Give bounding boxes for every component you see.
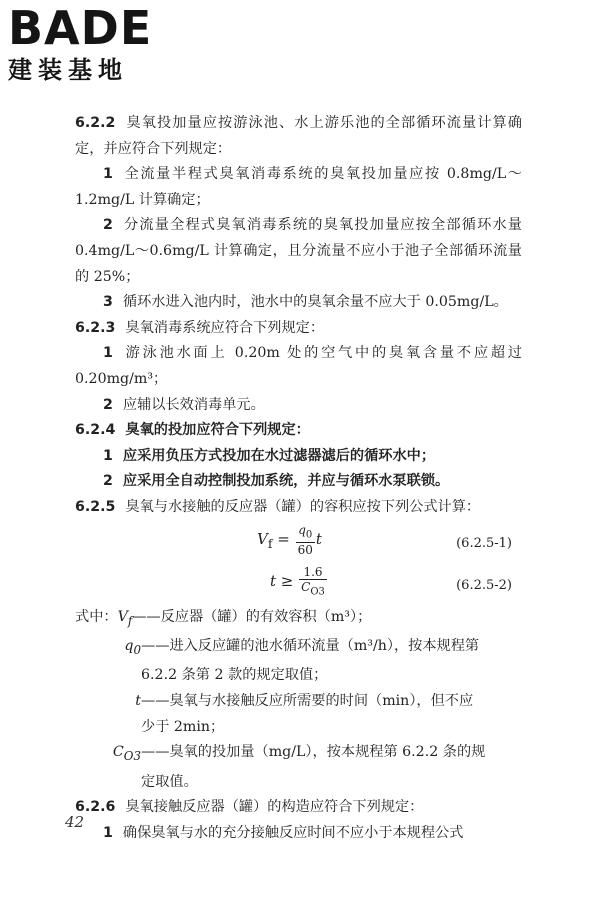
formula-number: (6.2.5-1) bbox=[456, 535, 512, 551]
clause-number: 6.2.5 bbox=[75, 498, 116, 515]
fraction-numerator: 1.6 bbox=[299, 565, 327, 580]
clause-6-2-2 bbox=[75, 111, 522, 162]
symbol bbox=[75, 740, 141, 769]
definition-row bbox=[75, 740, 522, 769]
formula-operator: = bbox=[272, 529, 295, 548]
symbol-letter: C bbox=[112, 744, 124, 761]
clause-6-2-3 bbox=[75, 316, 522, 342]
formula-expression bbox=[257, 523, 322, 557]
symbol-definitions bbox=[75, 605, 522, 796]
list-item bbox=[75, 469, 522, 495]
definition-row bbox=[75, 634, 522, 663]
list-item bbox=[75, 290, 522, 316]
clause-text: 臭氧投加量应按游泳池、水上游乐池的全部循环流量计算确定，并应符合下列规定： bbox=[75, 115, 522, 157]
item-text: 应采用负压方式投加在水过滤器滤后的循环水中； bbox=[122, 447, 436, 464]
item-number: 2 bbox=[103, 217, 113, 234]
clause-text: 臭氧与水接触的反应器（罐）的容积应按下列公式计算： bbox=[125, 498, 481, 515]
where-label: 式中： bbox=[75, 608, 118, 625]
clause-number: 6.2.4 bbox=[75, 422, 116, 439]
symbol: t bbox=[135, 692, 141, 709]
clause-number: 6.2.3 bbox=[75, 319, 116, 336]
item-number: 2 bbox=[103, 396, 113, 413]
item-number: 1 bbox=[103, 447, 113, 464]
symbol bbox=[118, 605, 133, 634]
document-body bbox=[75, 111, 522, 846]
item-number: 1 bbox=[103, 166, 113, 183]
definition-continuation: 6.2.2 条第 2 款的规定取值； bbox=[141, 667, 328, 684]
formula-subscript: f bbox=[267, 535, 273, 551]
clause-text: 臭氧消毒系统应符合下列规定： bbox=[125, 319, 325, 336]
item-text: 确保臭氧与水的充分接触反应时间不应小于本规程公式 bbox=[122, 824, 464, 841]
formula-fraction bbox=[296, 523, 315, 557]
definition-text: ——反应器（罐）的有效容积（m³）； bbox=[132, 608, 372, 625]
list-item bbox=[75, 444, 522, 470]
definition-row bbox=[75, 689, 522, 715]
symbol-letter: q bbox=[124, 637, 134, 654]
clause-6-2-6 bbox=[75, 795, 522, 821]
definition-continuation: 少于 2min； bbox=[141, 718, 225, 735]
definition-continuation: 定取值。 bbox=[141, 773, 198, 790]
definition-text: ——臭氧的投加量（mg/L），按本规程第 6.2.2 条的规 bbox=[141, 744, 486, 761]
logo-subtitle: 建装基地 bbox=[8, 56, 128, 84]
clause-text: 臭氧接触反应器（罐）的构造应符合下列规定： bbox=[125, 799, 424, 816]
item-text: 应采用全自动控制投加系统，并应与循环水泵联锁。 bbox=[122, 473, 450, 490]
logo-brand: BADE bbox=[8, 1, 153, 55]
fraction-denominator: C bbox=[301, 579, 311, 594]
list-item bbox=[75, 821, 522, 847]
fraction-denominator: 60 bbox=[297, 542, 313, 557]
formula-var: t bbox=[315, 529, 322, 548]
page-number: 42 bbox=[65, 813, 85, 831]
clause-6-2-4 bbox=[75, 418, 522, 444]
formula-6-2-5-1 bbox=[75, 521, 522, 563]
item-number: 2 bbox=[103, 473, 113, 490]
formula-6-2-5-2 bbox=[75, 563, 522, 605]
formula-number: (6.2.5-2) bbox=[456, 577, 512, 593]
item-number: 1 bbox=[103, 824, 113, 841]
item-text: 全流量半程式臭氧消毒系统的臭氧投加量应按 0.8mg/L～1.2mg/L 计算确定； bbox=[75, 166, 522, 208]
item-number: 3 bbox=[103, 294, 113, 311]
definition-text: ——臭氧与水接触反应所需要的时间（min），但不应 bbox=[141, 692, 474, 709]
formula-subscript: 0 bbox=[133, 642, 141, 657]
item-text: 游泳池水面上 0.20m 处的空气中的臭氧含量不应超过 0.20mg/m³； bbox=[75, 345, 522, 387]
clause-text: 臭氧的投加应符合下列规定： bbox=[125, 422, 310, 439]
formula-fraction bbox=[299, 565, 327, 599]
formula-expression bbox=[270, 565, 328, 599]
clause-6-2-5 bbox=[75, 495, 522, 521]
list-item bbox=[75, 213, 522, 290]
item-text: 循环水进入池内时，池水中的臭氧余量不应大于 0.05mg/L。 bbox=[122, 294, 508, 311]
symbol bbox=[75, 634, 141, 663]
definition-text: ——进入反应罐的池水循环流量（m³/h），按本规程第 bbox=[141, 637, 480, 654]
fraction-numerator: q bbox=[298, 522, 306, 537]
formula-subscript: f bbox=[127, 613, 133, 628]
definition-row bbox=[75, 605, 522, 634]
formula-subscript: 0 bbox=[305, 528, 313, 540]
formula-subscript: O3 bbox=[310, 585, 325, 597]
clause-number: 6.2.6 bbox=[75, 799, 116, 816]
formula-var: V bbox=[257, 529, 268, 548]
symbol-letter: V bbox=[117, 608, 128, 625]
item-number: 1 bbox=[103, 345, 113, 362]
item-text: 分流量全程式臭氧消毒系统的臭氧投加量应按全部循环水量 0.4mg/L～0.6mg/L 计算确定，且分流量不应小于池子全部循环流量的 25%； bbox=[75, 217, 522, 285]
list-item bbox=[75, 162, 522, 213]
list-item bbox=[75, 341, 522, 392]
logo bbox=[8, 1, 153, 84]
item-text: 应辅以长效消毒单元。 bbox=[122, 396, 265, 413]
formula-operator: ≥ bbox=[276, 571, 299, 590]
clause-number: 6.2.2 bbox=[75, 115, 116, 131]
list-item bbox=[75, 393, 522, 419]
formula-subscript: O3 bbox=[123, 748, 141, 763]
formula-var: t bbox=[270, 571, 277, 590]
